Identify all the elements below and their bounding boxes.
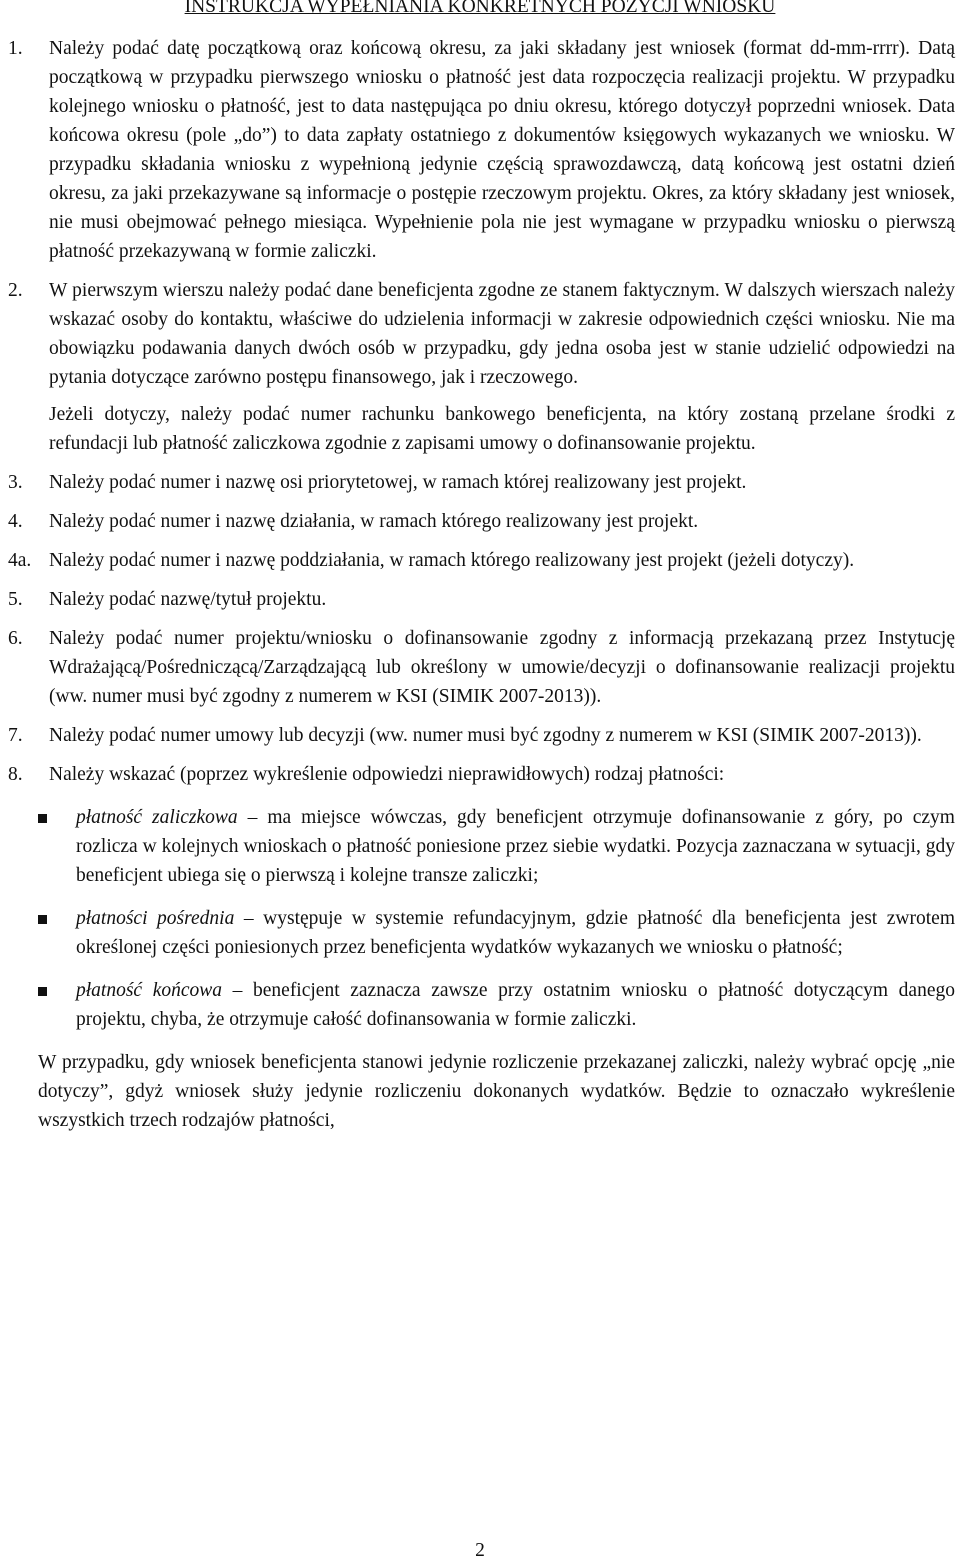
- item-paragraph: Należy podać nazwę/tytuł projektu.: [49, 589, 327, 610]
- item-number: 4a.: [8, 550, 32, 571]
- item-text: [49, 468, 955, 497]
- bullet-text: [76, 976, 955, 1034]
- list-item-6: [0, 624, 960, 711]
- item-text: [49, 546, 955, 575]
- list-item-1: [0, 34, 960, 266]
- item-number: 4.: [8, 511, 23, 532]
- item-number: 2.: [8, 280, 23, 301]
- page-title: INSTRUKCJA WYPEŁNIANIA KONKRETNYCH POZYCJI WNIOSKU: [184, 0, 776, 17]
- item-paragraph: W pierwszym wierszu należy podać dane beneficjenta zgodne ze stanem faktycznym. W dalszych wierszach należy wskazać osoby do kontaktu, właściwe do udzielenia informacji w zakresie odpowiednich części wniosku. Nie ma obowiązku podawania danych dwóch osób w przypadku, gdy jedna osoba jest w stanie udzielić odpowiedzi na pytania dotyczące zarówno postępu finansowego, jak i rzeczowego.: [49, 280, 955, 388]
- item-text: [49, 585, 955, 614]
- bullet-description: – ma miejsce wówczas, gdy beneficjent otrzymuje dofinansowanie z góry, po czym rozlicza w kolejnych wnioskach o płatność poniesione przez siebie wydatki. Pozycja zaznaczana w sytuacji, gdy beneficjent ubiega się o pierwszą i kolejne transze zaliczki;: [76, 807, 955, 886]
- item-number: 6.: [8, 628, 23, 649]
- square-bullet-icon: [38, 987, 47, 996]
- item-paragraph: Należy podać numer i nazwę poddziałania, w ramach którego realizowany jest projekt (jeżeli dotyczy).: [49, 550, 855, 571]
- item-text: [49, 624, 955, 711]
- item-paragraph: Należy podać numer projektu/wniosku o dofinansowanie zgodny z informacją przekazaną przez Instytucję Wdrażającą/Pośredniczącą/Zarządzającą lub określony w umowie/decyzji o dofinansowanie realizacji projektu (ww. numer musi być zgodny z numerem w KSI (SIMIK 2007-2013)).: [49, 628, 955, 707]
- item-paragraph: Jeżeli dotyczy, należy podać numer rachunku bankowego beneficjenta, na który zostaną przelane środki z refundacji lub płatność zaliczkowa zgodnie z zapisami umowy o dofinansowanie projektu.: [49, 404, 955, 454]
- list-item-8: [0, 760, 960, 789]
- list-item-2: [0, 276, 960, 458]
- item-text: [49, 276, 955, 458]
- bullet-description: – beneficjent zaznacza zawsze przy ostatnim wniosku o płatność dotyczącym danego projektu, chyba, że otrzymuje całość dofinansowania w formie zaliczki.: [76, 980, 955, 1030]
- bullet-description: – występuje w systemie refundacyjnym, gdzie płatność dla beneficjenta jest zwrotem określonej części poniesionych przez beneficjenta wydatków wykazanych we wniosku o płatność;: [76, 908, 955, 958]
- item-number: 7.: [8, 725, 23, 746]
- item-paragraph: Należy podać numer umowy lub decyzji (ww. numer musi być zgodny z numerem w KSI (SIMIK 2007-2013)).: [49, 725, 922, 746]
- item-paragraph: Należy podać numer i nazwę osi priorytetowej, w ramach której realizowany jest projekt.: [49, 472, 747, 493]
- list-item-3: [0, 468, 960, 497]
- list-item-7: [0, 721, 960, 750]
- bullet-item-zaliczkowa: [0, 803, 960, 890]
- list-item-4a: [0, 546, 960, 575]
- bullet-term: płatności pośrednia: [76, 908, 235, 929]
- item-text: [49, 34, 955, 266]
- item-number: 3.: [8, 472, 23, 493]
- item-paragraph: Należy podać numer i nazwę działania, w ramach którego realizowany jest projekt.: [49, 511, 699, 532]
- item-text: [49, 760, 955, 789]
- bullet-item-koncowa: [0, 976, 960, 1034]
- bullet-term: płatność zaliczkowa: [76, 807, 238, 828]
- closing-paragraph: W przypadku, gdy wniosek beneficjenta stanowi jedynie rozliczenie przekazanej zaliczki, należy wybrać opcję „nie dotyczy”, gdyż wniosek służy jedynie rozliczeniu dokonanych wydatków. Będzie to oznaczało wykreślenie wszystkich trzech rodzajów płatności,: [38, 1052, 955, 1131]
- item-text: [49, 507, 955, 536]
- bullet-term: płatność końcowa: [76, 980, 223, 1001]
- item-paragraph: Należy wskazać (poprzez wykreślenie odpowiedzi nieprawidłowych) rodzaj płatności:: [49, 764, 725, 785]
- bullet-text: [76, 803, 955, 890]
- item-number: 5.: [8, 589, 23, 610]
- item-paragraph: Należy podać datę początkową oraz końcową okresu, za jaki składany jest wniosek (format dd-mm-rrrr). Datą początkową w przypadku pierwszego wniosku o płatność jest data rozpoczęcia realizacji projektu. W przypadku kolejnego wniosku o płatność, jest to data następująca po dniu okresu, którego dotyczył poprzedni wniosek. Data końcowa okresu (pole „do”) to data zapłaty ostatniego z dokumentów księgowych wykazanych we wniosku. W przypadku składania wniosku z wypełnioną jedynie częścią sprawozdawczą, datą końcową jest ostatni dzień okresu, za jaki przekazywane są informacje o postępie rzeczowym projektu. Okres, za który składany jest wniosek, nie musi obejmować pełnego miesiąca. Wypełnienie pola nie jest wymagane w przypadku wniosku o pierwszą płatność przekazywaną w formie zaliczki.: [49, 38, 955, 262]
- item-number: 8.: [8, 764, 23, 785]
- bullet-text: [76, 904, 955, 962]
- square-bullet-icon: [38, 814, 47, 823]
- list-item-4: [0, 507, 960, 536]
- bullet-item-posrednia: [0, 904, 960, 962]
- item-number: 1.: [8, 38, 23, 59]
- list-item-5: [0, 585, 960, 614]
- page-number: 2: [475, 1540, 485, 1561]
- item-text: [49, 721, 955, 750]
- square-bullet-icon: [38, 915, 47, 924]
